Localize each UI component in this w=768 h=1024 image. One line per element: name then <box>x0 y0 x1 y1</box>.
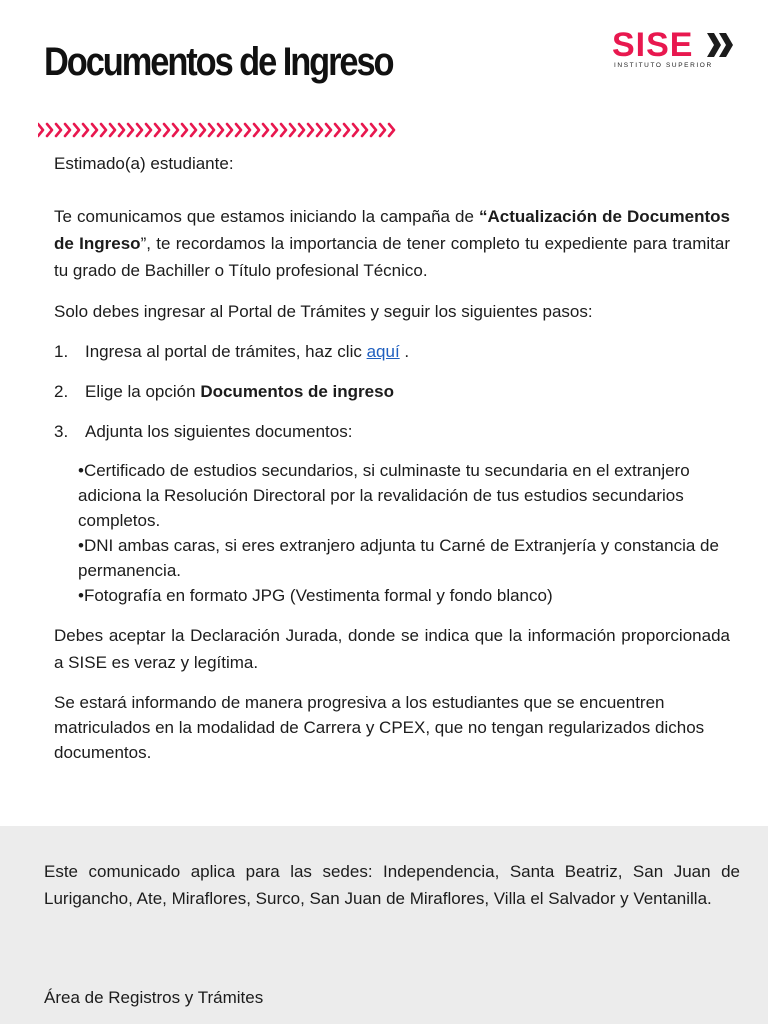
document-bullet: •Fotografía en formato JPG (Vestimenta formal y fondo blanco) <box>78 586 553 605</box>
signature: Área de Registros y Trámites <box>44 988 264 1007</box>
step-text: Adjunta los siguientes documentos: <box>85 422 353 441</box>
documents-list <box>78 458 730 608</box>
steps-lead: Solo debes ingresar al Portal de Trámites y seguir los siguientes pasos: <box>54 302 593 321</box>
page-title: Documentos de Ingreso <box>44 40 393 84</box>
document-bullet: •DNI ambas caras, si eres extranjero adjunta tu Carné de Extranjería y constancia de permanencia. <box>78 536 719 580</box>
document-bullet: •Certificado de estudios secundarios, si culminaste tu secundaria en el extranjero adiciona la Resolución Directoral por la revalidación de tus estudios secundarios completos. <box>78 461 690 530</box>
sise-logo <box>612 26 742 76</box>
logo-subtitle: INSTITUTO SUPERIOR <box>614 62 713 69</box>
progressive-notice: Se estará informando de manera progresiva a los estudiantes que se encuentren matriculados en la modalidad de Carrera y CPEX, que no tengan regularizados dichos documentos. <box>54 693 705 762</box>
step-text-start: Ingresa al portal de trámites, haz clic <box>85 342 367 361</box>
steps-list <box>54 338 730 445</box>
logo-word: SISE <box>612 26 694 64</box>
list-item <box>54 378 730 405</box>
declaration-paragraph: Debes aceptar la Declaración Jurada, donde se indica que la información proporcionada a SISE es veraz y legítima. <box>54 626 730 672</box>
portal-link[interactable]: aquí <box>366 342 400 361</box>
intro-text-end: ”, te recordamos la importancia de tener completo tu expediente para tramitar tu grado de Bachiller o Título profesional Técnico. <box>54 234 731 280</box>
greeting: Estimado(a) estudiante: <box>54 154 234 173</box>
letter-body <box>54 150 730 765</box>
step-number: 1. <box>54 342 69 361</box>
decorative-chevron-row-icon <box>38 121 400 139</box>
list-item <box>54 418 730 445</box>
intro-paragraph <box>54 203 730 284</box>
step-text-start: Elige la opción <box>85 382 201 401</box>
logo-chevron-icon <box>707 31 737 59</box>
step-number: 3. <box>54 422 69 441</box>
campaign-name: “Actualización de Documentos de Ingreso <box>54 207 730 253</box>
step-text <box>85 378 394 405</box>
campus-note: Este comunicado aplica para las sedes: Independencia, Santa Beatriz, San Juan de Lurigancho, Ate, Miraflores, Surco, San Juan de Miraflores, Villa el Salvador y Ventanilla. <box>44 862 740 908</box>
option-name: Documentos de ingreso <box>200 382 394 401</box>
step-text <box>85 338 409 365</box>
list-item <box>54 338 730 365</box>
intro-text-start: Te comunicamos que estamos iniciando la campaña de <box>54 207 480 226</box>
step-number: 2. <box>54 382 69 401</box>
step-text-end: . <box>399 342 410 361</box>
footer-box <box>0 826 768 1024</box>
